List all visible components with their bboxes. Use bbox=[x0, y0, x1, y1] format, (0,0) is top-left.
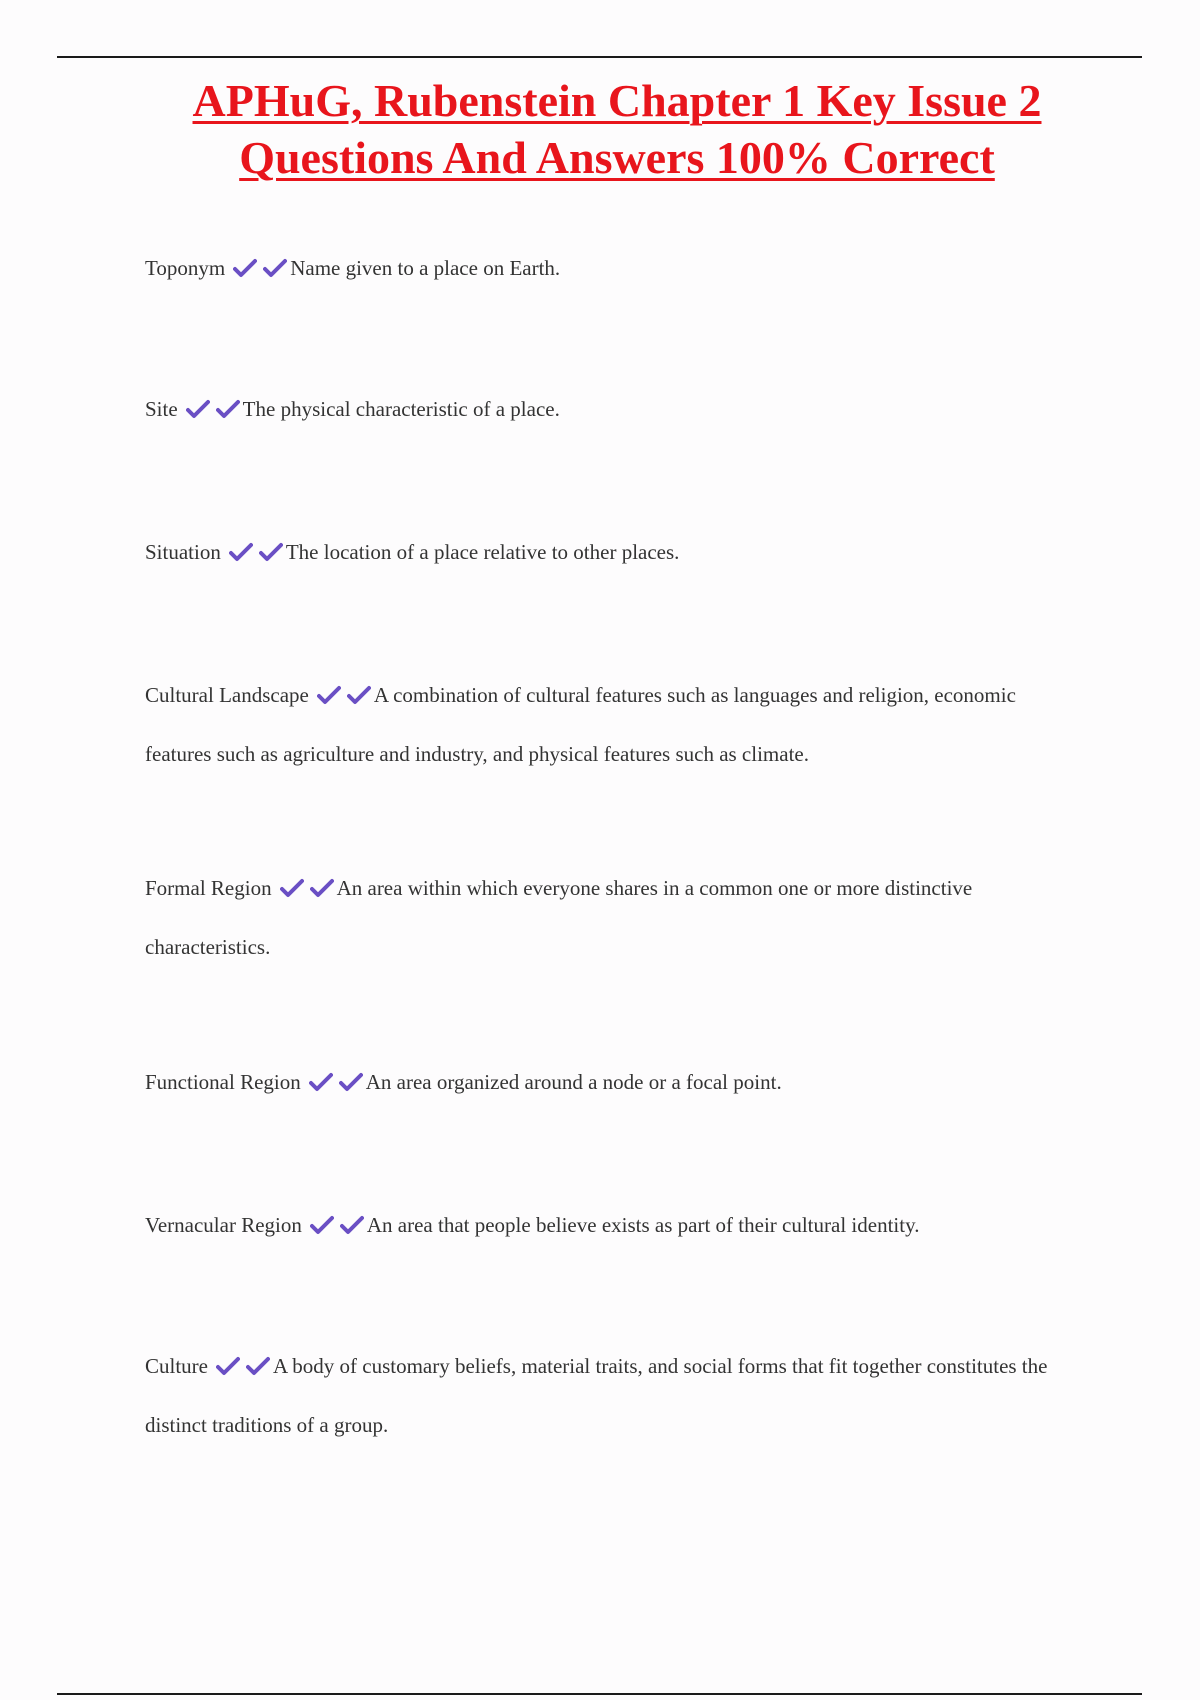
entry-answer: A body of customary beliefs, material traits, and social forms that fit together constitutes the distinct traditions of a group. bbox=[145, 1354, 1048, 1437]
check-icon bbox=[233, 258, 257, 278]
entry-answer: An area within which everyone shares in a common one or more distinctive characteristics. bbox=[145, 876, 973, 959]
double-check-icon bbox=[280, 863, 334, 919]
qa-entry bbox=[145, 667, 1080, 782]
double-check-icon bbox=[310, 1200, 364, 1256]
entry-answer: The location of a place relative to other places. bbox=[285, 540, 680, 564]
double-check-icon bbox=[186, 384, 240, 440]
check-icon bbox=[310, 878, 334, 898]
double-check-icon bbox=[317, 670, 371, 726]
qa-entry bbox=[145, 1338, 1080, 1453]
check-icon bbox=[317, 685, 341, 705]
entry-term: Site bbox=[145, 397, 178, 421]
bottom-divider bbox=[57, 1693, 1142, 1695]
entry-answer: An area organized around a node or a focal point. bbox=[365, 1070, 782, 1094]
entry-term: Situation bbox=[145, 540, 221, 564]
qa-entry bbox=[145, 240, 1080, 299]
page-title: APHuG, Rubenstein Chapter 1 Key Issue 2 Questions And Answers 100% Correct bbox=[192, 75, 1042, 183]
qa-entry bbox=[145, 860, 1080, 975]
check-icon bbox=[229, 542, 253, 562]
check-icon bbox=[216, 399, 240, 419]
entry-term: Toponym bbox=[145, 256, 226, 280]
check-icon bbox=[347, 685, 371, 705]
check-icon bbox=[216, 1356, 240, 1376]
qa-entry bbox=[145, 524, 1080, 583]
double-check-icon bbox=[309, 1057, 363, 1113]
entry-answer: The physical characteristic of a place. bbox=[242, 397, 560, 421]
double-check-icon bbox=[216, 1341, 270, 1397]
entry-term: Cultural Landscape bbox=[145, 683, 309, 707]
double-check-icon bbox=[229, 527, 283, 583]
entry-term: Functional Region bbox=[145, 1070, 301, 1094]
check-icon bbox=[340, 1215, 364, 1235]
qa-entry bbox=[145, 1197, 1080, 1256]
entry-term: Vernacular Region bbox=[145, 1213, 302, 1237]
double-check-icon bbox=[233, 243, 287, 299]
check-icon bbox=[246, 1356, 270, 1376]
entry-term: Formal Region bbox=[145, 876, 272, 900]
check-icon bbox=[259, 542, 283, 562]
top-divider bbox=[57, 56, 1142, 58]
check-icon bbox=[263, 258, 287, 278]
check-icon bbox=[280, 878, 304, 898]
check-icon bbox=[186, 399, 210, 419]
check-icon bbox=[339, 1072, 363, 1092]
qa-entry bbox=[145, 1054, 1080, 1113]
check-icon bbox=[309, 1072, 333, 1092]
entry-answer: A combination of cultural features such as languages and religion, economic features such as agriculture and industry, and physical features such as climate. bbox=[145, 683, 1016, 766]
qa-entry bbox=[145, 381, 1080, 440]
check-icon bbox=[310, 1215, 334, 1235]
entry-answer: An area that people believe exists as part of their cultural identity. bbox=[366, 1213, 920, 1237]
entry-term: Culture bbox=[145, 1354, 208, 1378]
entry-answer: Name given to a place on Earth. bbox=[290, 256, 561, 280]
